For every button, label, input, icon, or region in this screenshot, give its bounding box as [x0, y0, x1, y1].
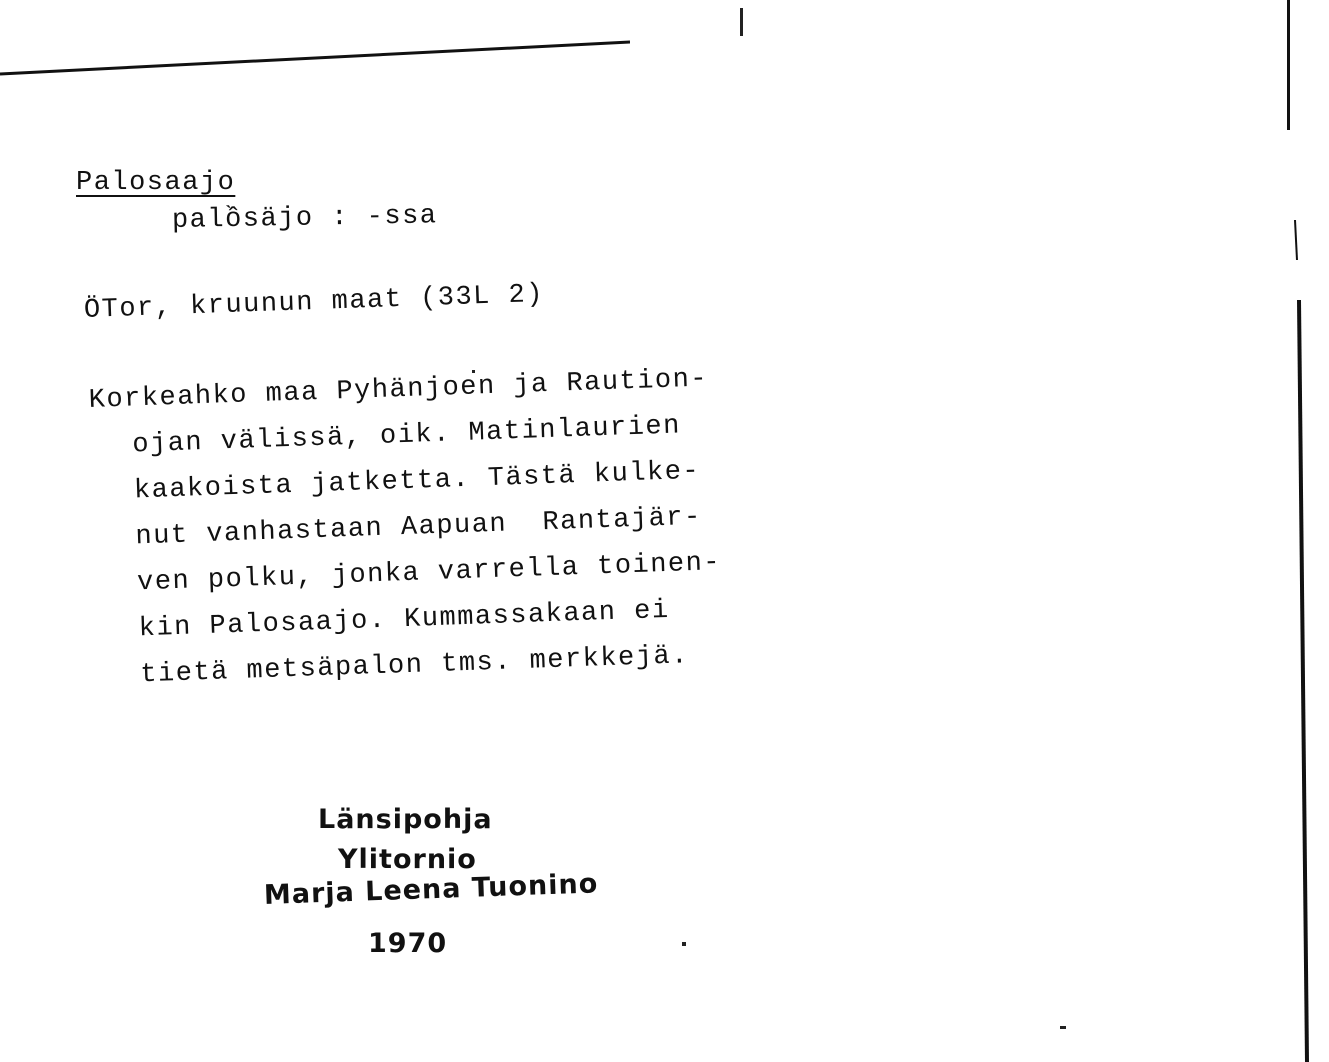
- headword: Palosaajo: [76, 168, 236, 198]
- description: [88, 356, 725, 700]
- scan-edge-right-upper: [1287, 0, 1290, 130]
- pronunciation: palồsäjo : -ssa: [171, 201, 438, 236]
- location-line: ÖTor, kruunun maat (33L 2): [83, 279, 545, 326]
- description-line: kin Palosaajo. Kummassakaan ei: [138, 595, 671, 645]
- scan-edge-right-lower: [1293, 220, 1311, 1062]
- description-line: ojan välissä, oik. Matinlaurien: [131, 411, 682, 461]
- description-line: ven polku, jonka varrella toinen-: [136, 548, 722, 599]
- description-line: kaakoista jatketta. Tästä kulke-: [133, 456, 701, 507]
- scan-mark: [740, 8, 743, 36]
- scan-speck: [1060, 1026, 1066, 1029]
- scan-edge-top: [0, 40, 630, 76]
- description-line: Korkeahko maa Pyhänjoen ja Raution-: [88, 364, 709, 416]
- stamp-municipality: Ylitornio: [338, 844, 477, 875]
- stamp-year: 1970: [368, 928, 448, 959]
- stamp-region: Länsipohja: [318, 804, 493, 835]
- scan-speck: [682, 942, 686, 946]
- description-line: nut vanhastaan Aapuan Rantajär-: [135, 502, 703, 553]
- description-line: tietä metsäpalon tms. merkkejä.: [139, 641, 690, 691]
- stamp-collector: Marja Leena Tuonino: [263, 868, 599, 911]
